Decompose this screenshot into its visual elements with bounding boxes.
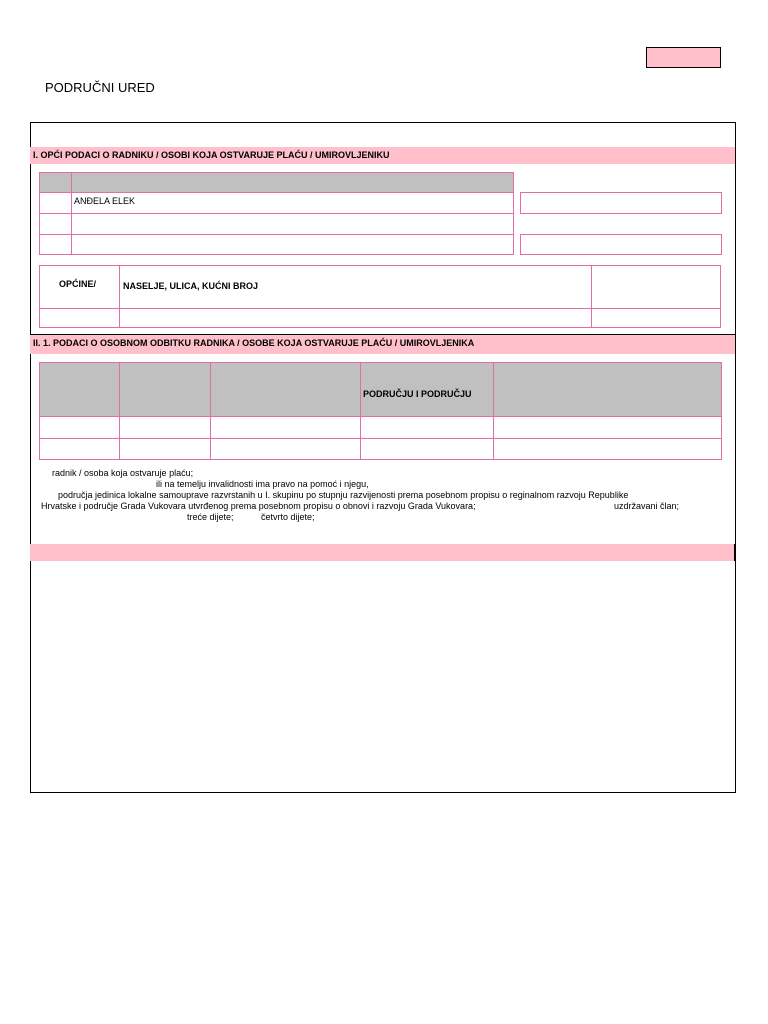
section-1-title: I. OPĆI PODACI O RADNIKU / OSOBI KOJA OSTVARUJE PLAĆU / UMIROVLJENIKU — [30, 147, 735, 164]
person-name-value: ANĐELA ELEK — [74, 196, 136, 206]
deduction-header-col-2 — [119, 362, 211, 417]
address-header-naselje — [119, 265, 592, 309]
address-header-naselje-label: NASELJE, ULICA, KUĆNI BROJ — [123, 281, 259, 291]
note-line: treće dijete; — [187, 512, 234, 522]
deduction-cell[interactable] — [119, 438, 211, 460]
deduction-cell[interactable] — [119, 416, 211, 439]
personal-row-index — [39, 192, 72, 214]
deduction-cell[interactable] — [210, 416, 361, 439]
deduction-cell[interactable] — [210, 438, 361, 460]
address-header-opcine-label: OPĆINE/ — [59, 279, 97, 289]
note-line: Hrvatske i područje Grada Vukovara utvrđenog prema posebnom propisu o obnovi i razvoju Grada Vukovara; — [41, 501, 476, 511]
address-header-extra — [591, 265, 721, 309]
deduction-header-col-4 — [360, 362, 494, 417]
deduction-header-col-5 — [493, 362, 722, 417]
deduction-cell[interactable] — [493, 438, 722, 460]
deduction-notes — [41, 468, 731, 523]
note-line: uzdržavani član; — [614, 501, 680, 511]
section-2-title: II. 1. PODACI O OSOBNOM ODBITKU RADNIKA / OSOBE KOJA OSTVARUJE PLAĆU / UMIROVLJENIKA — [30, 335, 735, 354]
personal-row-index — [39, 213, 72, 235]
note-line: područja jedinica lokalne samouprave razvrstanih u I. skupinu po stupnju razvijenosti prema posebnom propisu o reginalnom razvoju Republike — [58, 490, 629, 500]
personal-data-field[interactable] — [71, 234, 514, 255]
address-extra-field[interactable] — [591, 308, 721, 328]
note-line: četvrto dijete; — [261, 512, 315, 522]
note-line: ili na temelju invalidnosti ima pravo na pomoć i njegu, — [156, 479, 369, 489]
section-3-band — [30, 544, 735, 561]
person-name-field[interactable] — [71, 192, 514, 214]
personal-header-cell-main — [71, 172, 514, 193]
deduction-cell[interactable] — [39, 416, 120, 439]
deduction-cell[interactable] — [39, 438, 120, 460]
deduction-cell[interactable] — [360, 416, 494, 439]
note-line: radnik / osoba koja ostvaruje plaću; — [52, 468, 194, 478]
deduction-header-col-1 — [39, 362, 120, 417]
side-field-top[interactable] — [520, 192, 722, 214]
personal-header-cell-index — [39, 172, 72, 193]
deduction-header-col-3 — [210, 362, 361, 417]
side-field-bottom[interactable] — [520, 234, 722, 255]
deduction-cell[interactable] — [360, 438, 494, 460]
office-label: PODRUČNI URED — [45, 80, 155, 95]
address-opcine-field[interactable] — [39, 308, 120, 328]
address-naselje-field[interactable] — [119, 308, 592, 328]
personal-row-index — [39, 234, 72, 255]
deduction-header-area-label: PODRUČJU I PODRUČJU — [363, 389, 472, 399]
personal-data-field[interactable] — [71, 213, 514, 235]
address-header-opcine — [39, 265, 120, 309]
form-code-box[interactable] — [646, 47, 721, 68]
deduction-cell[interactable] — [493, 416, 722, 439]
